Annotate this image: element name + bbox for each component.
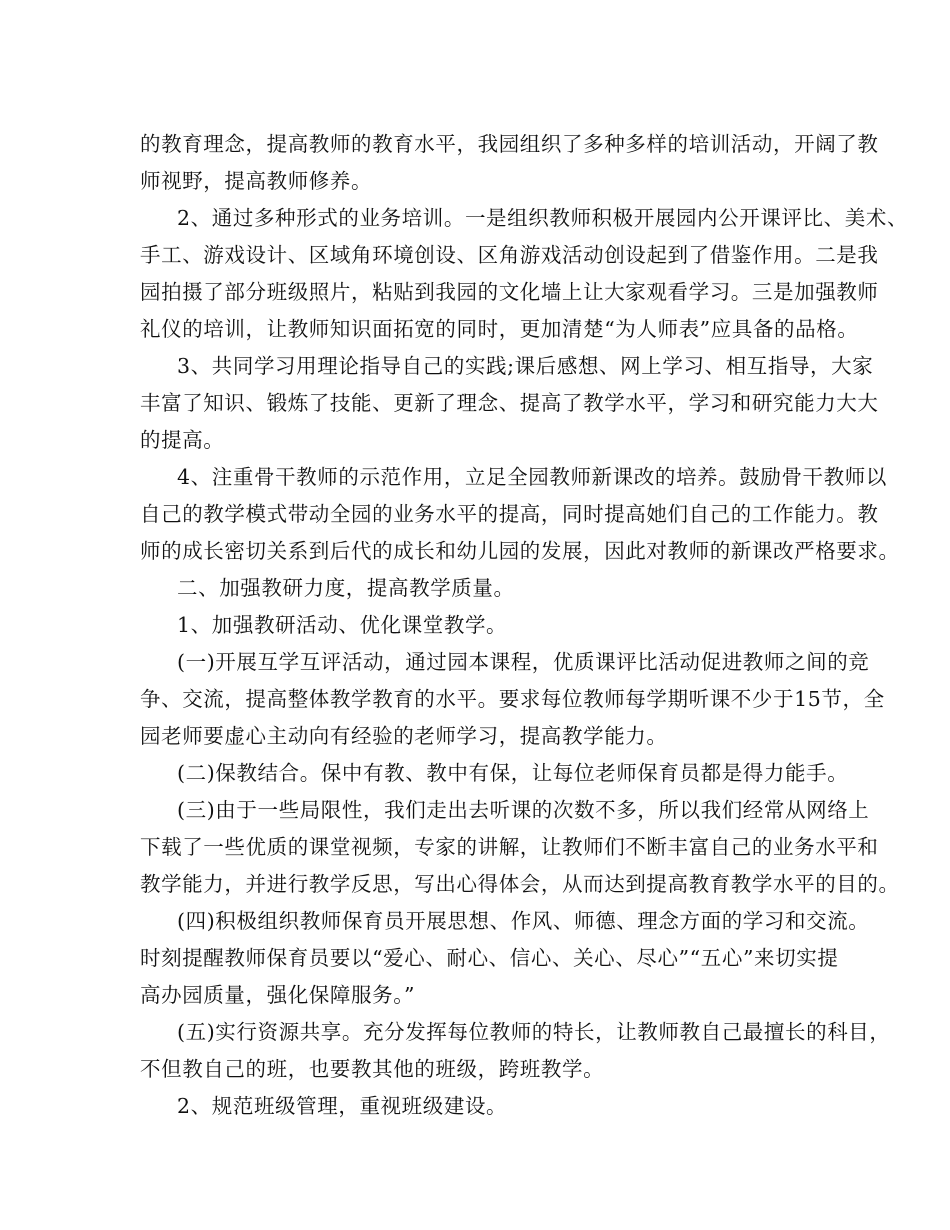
text-line: 的提高。: [140, 428, 225, 452]
text-line: 不但教自己的班，也要教其他的班级，跨班教学。: [140, 1057, 605, 1081]
paragraph-start-line: (一)开展互学互评活动，通过园本课程，优质课评比活动促进教师之间的竞: [177, 650, 870, 674]
text-line: 丰富了知识、锻炼了技能、更新了理念、提高了教学水平，学习和研究能力大大: [140, 391, 879, 415]
paragraph-start-line: (三)由于一些局限性，我们走出去听课的次数不多，所以我们经常从网络上: [177, 798, 870, 822]
subsection-heading: 2、规范班级管理，重视班级建设。: [177, 1094, 508, 1118]
paragraph-start-line: (二)保教结合。保中有教、教中有保，让每位老师保育员都是得力能手。: [177, 761, 849, 785]
text-line: 师的成长密切关系到后代的成长和幼儿园的发展，因此对教师的新课改严格要求。: [140, 539, 900, 563]
text-line: 教学能力，并进行教学反思，写出心得体会，从而达到提高教育教学水平的目的。: [140, 872, 900, 896]
text-line: 的教育理念，提高教师的教育水平，我园组织了多种多样的培训活动，开阔了教: [140, 132, 879, 156]
text-line: 时刻提醒教师保育员要以“爱心、耐心、信心、关心、尽心”“五心”来切实提: [140, 946, 839, 970]
paragraph-start-line: 3、共同学习用理论指导自己的实践;课后感想、网上学习、相互指导，大家: [177, 354, 874, 378]
text-line: 园拍摄了部分班级照片，粘贴到我园的文化墙上让大家观看学习。三是加强教师: [140, 280, 879, 304]
paragraph-start-line: (五)实行资源共享。充分发挥每位教师的特长，让教师教自己最擅长的科目，: [177, 1020, 891, 1044]
paragraph-start-line: (四)积极组织教师保育员开展思想、作风、师德、理念方面的学习和交流。: [177, 909, 870, 933]
text-line: 师视野，提高教师修养。: [140, 169, 373, 193]
text-line: 礼仪的培训，让教师知识面拓宽的同时，更加清楚“为人师表”应具备的品格。: [140, 317, 859, 341]
text-line: 园老师要虚心主动向有经验的老师学习，提高教学能力。: [140, 724, 668, 748]
subsection-heading: 1、加强教研活动、优化课堂教学。: [177, 613, 508, 637]
text-line: 下载了一些优质的课堂视频，专家的讲解，让教师们不断丰富自己的业务水平和: [140, 835, 879, 859]
text-line: 争、交流，提高整体教学教育的水平。要求每位教师每学期听课不少于15节，全: [140, 687, 885, 711]
paragraph-start-line: 4、注重骨干教师的示范作用，立足全园教师新课改的培养。鼓励骨干教师以: [177, 465, 887, 489]
text-line: 高办园质量，强化保障服务。”: [140, 983, 416, 1007]
text-line: 手工、游戏设计、区域角环境创设、区角游戏活动创设起到了借鉴作用。二是我: [140, 243, 879, 267]
paragraph-start-line: 2、通过多种形式的业务培训。一是组织教师积极开展园内公开课评比、美术、: [177, 206, 909, 230]
text-line: 自己的教学模式带动全园的业务水平的提高，同时提高她们自己的工作能力。教: [140, 502, 879, 526]
section-heading: 二、加强教研力度，提高教学质量。: [177, 576, 515, 600]
